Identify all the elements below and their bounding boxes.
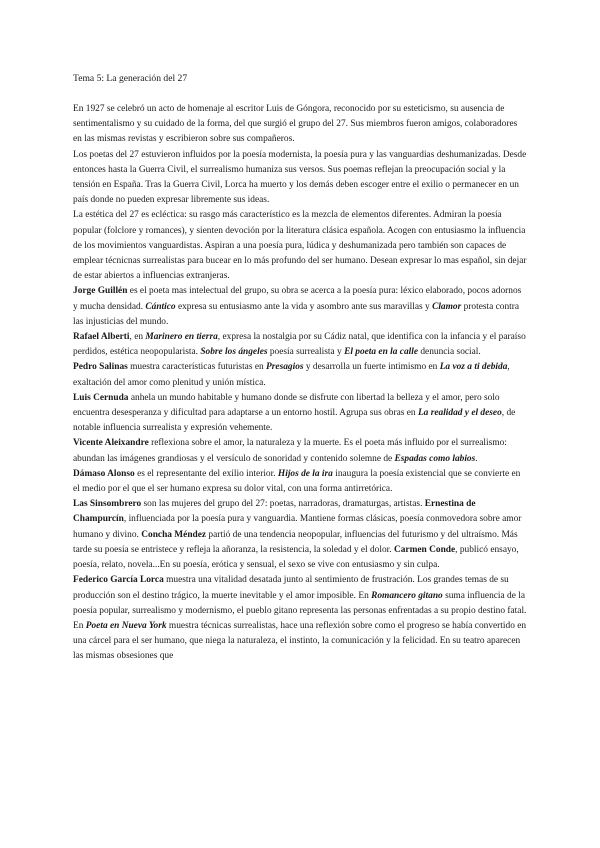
- work-title: Romancero gitano: [371, 590, 443, 601]
- paragraph: [73, 208, 527, 284]
- author-name: Vicente Aleixandre: [73, 438, 149, 449]
- text-run: muestra una vitalidad desatada junto al sentimiento de frustración. Los grandes temas de su producción son el destino trágico, la muerte inevitable y el amor imposible. En: [73, 575, 509, 601]
- work-title: Hijos de la ira: [277, 468, 333, 479]
- document-body: [73, 102, 527, 665]
- text-run: protesta contra las injusticias del mundo.: [73, 301, 520, 327]
- paragraph: [73, 467, 527, 497]
- work-title: Cántico: [145, 301, 176, 312]
- text-run: denuncia social.: [418, 347, 481, 358]
- author-name: Ernestina de Champurcín: [73, 499, 476, 525]
- text-run: , expresa la nostalgia por su Cádiz natal, que identifica con la infancia y el paraíso perdidos, estética neopopularista.: [73, 332, 526, 358]
- paragraph: [73, 391, 527, 437]
- work-title: Clamor: [432, 301, 462, 312]
- author-name: Federico García Lorca: [73, 575, 164, 586]
- text-run: , de notable influencia surrealista y expresión vehemente.: [73, 408, 516, 434]
- paragraph: [73, 573, 527, 664]
- text-run: La estética del 27 es ecléctica: su rasgo más característico es la mezcla de elementos diferentes. Admiran la poesía popular (folclore y romances), y sienten devoción por la literatura clásica española. Acogen con entusiasmo la influencia de los movimientos vanguardistas. Aspiran a una poesía pura, lúdica y deshumanizada pero también son capaces de emplear técnicnas surrealistas para bucear en lo más profundo del ser humano. Desean expresar lo mas español, sin dejar de estar abiertos a influencias extranjeras.: [73, 210, 527, 282]
- text-run: suma influencia de la poesía popular, surrealismo y modernismo, el pueblo gitano representa las personas enfrentadas a su propio destino fatal. En: [73, 590, 527, 631]
- author-name: Luis Cernuda: [73, 392, 129, 403]
- text-run: reflexiona sobre el amor, la naturaleza y la muerte. Es el poeta más influido por el surrealismo: abundan las imágenes grandiosas y el versículo de sonoridad y contenido solemne de: [73, 438, 507, 464]
- text-run: inaugura la poesía existencial que se convierte en el medio por el que el ser humano expresa su dolor vital, con una forma antirretórica.: [73, 468, 521, 495]
- work-title: Sobre los ángeles: [200, 347, 268, 358]
- text-run: poesía surrealista y: [267, 347, 345, 358]
- paragraph: [73, 102, 527, 148]
- work-title: Poeta en Nueva York: [85, 620, 167, 631]
- author-name: Jorge Guillén: [73, 286, 128, 297]
- text-run: es el representante del exilio interior.: [134, 468, 278, 479]
- author-name: Carmen Conde: [393, 544, 456, 555]
- text-run: y desarrolla un fuerte intimismo en: [303, 362, 440, 373]
- text-run: .: [475, 453, 478, 464]
- document-title: Tema 5: La generación del 27: [73, 73, 188, 84]
- author-name: Concha Méndez: [141, 529, 207, 540]
- paragraph: [73, 360, 527, 390]
- text-run: En 1927 se celebró un acto de homenaje al escritor Luis de Góngora, reconocido por su esteticismo, su ausencia de sentimentalismo y su cuidado de la forma, del que surgió el grupo del 27. Sus miembros fueron amigos, colaboradores en las mismas revistas y escribieron sobre sus compañeros.: [73, 104, 518, 145]
- text-run: anhela un mundo habitable y humano donde se disfrute con libertad la belleza y el amor, pero solo encuentra desesperanza y dificultad para adaptarse a un entorno hostil. Agrupa sus obras en: [73, 392, 500, 419]
- text-run: , en: [129, 332, 146, 343]
- work-title: Marinero en tierra: [145, 332, 218, 343]
- paragraph: [73, 436, 527, 466]
- text-run: expresa su entusiasmo ante la vida y asombro ante sus maravillas y: [175, 301, 433, 312]
- work-title: La voz a ti debida: [439, 362, 508, 373]
- author-name: Dámaso Alonso: [73, 468, 135, 479]
- author-name: Pedro Salinas: [73, 362, 128, 373]
- text-run: es el poeta mas intelectual del grupo, su obra se acerca a la poesía pura: léxico elaborado, pocos adornos y mucha densidad.: [73, 286, 522, 312]
- work-title: La realidad y el deseo: [417, 408, 502, 419]
- paragraph: [73, 284, 527, 330]
- author-name: Rafael Alberti: [73, 332, 130, 343]
- text-run: muestra características futuristas en: [127, 362, 267, 373]
- text-run: , exaltación del amor como plenitud y unión mística.: [73, 362, 510, 388]
- text-run: , publicó ensayo, poesía, relato, novela...En su poesía, erótica y sensual, el sexo se vive con entusiasmo y sin culpa.: [73, 544, 519, 571]
- paragraph: [73, 497, 527, 573]
- text-run: son las mujeres del grupo del 27: poetas, narradoras, dramaturgas, artistas.: [141, 499, 425, 510]
- text-run: , influenciada por la poesía pura y vanguardia. Mantiene formas clásicas, poesía conmovedora sobre amor humano y divino.: [73, 514, 522, 540]
- text-run: partió de una tendencia neopopular, influencias del futurismo y del ultraísmo. Más tarde su poesía se entristece y refleja la añoranza, la resistencia, la soledad y el dolor.: [73, 529, 518, 555]
- text-run: Los poetas del 27 estuvieron influidos por la poesía modernista, la poesía pura y las vanguardias deshumanizadas. Desde entonces hasta la Guerra Civil, el surrealismo humaniza sus versos. Sus poemas reflejan la preocupación social y la tensión en España. Tras la Guerra Civil, Lorca ha muerto y los demás deben escoger entre el exilio o permanecer en un país donde no pueden expresar libremente sus ideas.: [73, 149, 527, 206]
- paragraph: [73, 148, 527, 209]
- paragraph: [73, 330, 527, 360]
- work-title: Presagios: [266, 362, 304, 373]
- author-name: Las Sinsombrero: [73, 499, 142, 510]
- work-title: Espadas como labios: [394, 453, 476, 464]
- work-title: El poeta en la calle: [344, 347, 419, 358]
- text-run: muestra técnicas surrealistas, hace una reflexión sobre como el progreso se había convertido en una cárcel para el ser humano, que niega la naturaleza, el instinto, la comunicación y la felicidad. En su teatro aparecen las mismas obsesiones que: [73, 620, 527, 662]
